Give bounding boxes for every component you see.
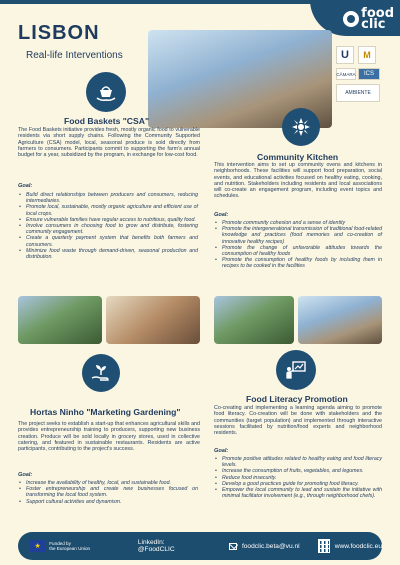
partner-logo-camara: CÂMARA [336,68,356,80]
kitchen-photo-left [214,296,294,344]
partner-logo-u: U [336,46,354,64]
goal-item: • Minimize food waste through demand-driven, seasonal production and distribution. [18,248,198,260]
eu-flag-icon: ★ [30,540,45,552]
goal-item: • Foster entrepreneurship and create new businesses focused on transforming the local food system. [18,486,198,498]
literacy-goals [214,456,382,499]
garden-goals [18,480,198,505]
goal-item: • Create a quarterly payment system that benefits both farmers and consumers. [18,235,198,247]
kitchen-goal-label: Goal: [214,212,229,218]
goal-item: • Ensure vulnerable families have regular access to nutritious, quality food. [18,217,198,223]
goal-item: • Promote positive attitudes related to healthy eating and food literacy levels. [214,456,382,468]
goal-item: • Develop a good practices guide for promoting food literacy. [214,481,382,487]
kitchen-icon-badge [282,108,320,146]
kitchen-body: This intervention aims to set up community ovens and kitchens in neighborhoods. These facilities will support food preparation, social events, and educational activities focused on healthy eating, cooking, and nutrition. Stakeholders including residents and local associations will co-create an engagement program, including event topics and schedules. [214,162,382,200]
email-link[interactable]: foodclic.beta@vu.nl [241,542,300,550]
kitchen-goals [214,220,382,270]
garden-photo-left [18,296,102,344]
goal-item: • Increase the availability of healthy, local, and sustainable food. [18,480,198,486]
funded-line-2: the European Union [49,546,91,551]
page-subtitle: Real-life Interventions [26,50,123,61]
garden-goal-label: Goal: [18,472,33,478]
foodclic-logo-text: food clic [361,6,394,32]
goal-item: • Empower the local community to lead and sustain the initiative with minimal facilitator involvement (e.g., through neighborhood chefs). [214,487,382,499]
baskets-goals [18,192,198,260]
hands-basket-icon [94,80,118,104]
partner-logo-ambiente: AMBIENTE [336,84,380,102]
garden-title: Hortas Ninho "Marketing Gardening" [30,407,181,417]
literacy-title: Food Literacy Promotion [246,394,348,404]
literacy-goal-label: Goal: [214,448,229,454]
literacy-body: Co-creating and implementing a learning agenda aiming to promote food literacy. Co-creation will be done with stakeholders and the communities (target population) and implemented through interactive sessions facilitated by nutrition/food experts and neighborhood residents. [214,405,382,437]
footer-bar [18,532,382,560]
goal-item: • Promote the consumption of healthy foods by including them in recipes to be cooked in the facilities [214,257,382,269]
funded-by-eu [49,541,100,552]
baskets-goal-label: Goal: [18,183,33,189]
garden-body: The project seeks to establish a start-up that enhances agricultural skills and provides entrepreneurship training to producers, supporting new business creation. Produce will be sold locally in grocery stores, used in collective catering, and featured in sustainable restaurants. Residents are active participants, contributing to the project's success. [18,421,200,453]
goal-item: • Reduce food insecurity. [214,475,382,481]
community-hands-icon [289,115,313,139]
goal-item: • Promote community cohesion and a sense of identity [214,220,382,226]
baskets-title: Food Baskets "CSA" [64,116,150,126]
goal-item: • Support cultural activities and dynamism. [18,499,198,505]
partner-logo-m: M [358,46,376,64]
kitchen-title: Community Kitchen [257,152,339,162]
goal-item: • Build direct relationships between producers and consumers, reducing intermediaries. [18,192,198,204]
linkedin-link[interactable]: LinkedIn: @FoodCLIC [137,539,175,553]
website-link[interactable]: www.foodclic.eu [334,542,382,550]
goal-item: • Promote the intergenerational transmission of traditional food-related knowledge and practices (food memories and co-creation of innovative healthy recipes) [214,226,382,245]
kitchen-photo-right [298,296,382,344]
presentation-icon [284,358,308,382]
mail-icon [229,543,237,550]
goal-item: • Promote the change of unfavorable attitudes towards the consumption of healthy foods [214,245,382,257]
baskets-body: The Food Baskets initiative provides fresh, mostly organic food to vulnerable residents via short supply chains. Following the Community Supported Agriculture (CSA) model, local, seasonal produce is sold directly from farmers to consumers. Participants commit to supporting the farm's annual budget for a year, subsidized by the program, in exchange for low-cost food. [18,127,200,159]
foodclic-logo-mark-icon [343,11,359,27]
partner-logo-ics: ICS [358,68,380,80]
page-title: LISBON [18,22,100,44]
goal-item: • Involve consumers in choosing food to grow and distribute, fostering community engagement. [18,223,198,235]
garden-icon-badge [82,354,120,392]
baskets-icon-badge [86,72,126,112]
garden-photo-right [106,296,200,344]
goal-item: • Promote local, sustainable, mostly organic agriculture and efficient use of local crops. [18,204,198,216]
literacy-icon-badge [276,350,316,390]
partner-logos [336,46,396,124]
plant-hand-icon [89,361,113,385]
goal-item: • Increase the consumption of fruits, vegetables, and legumes. [214,468,382,474]
foodclic-logo [314,6,394,32]
qr-code-icon [318,539,330,553]
funded-line-1: Funded by [49,540,71,546]
